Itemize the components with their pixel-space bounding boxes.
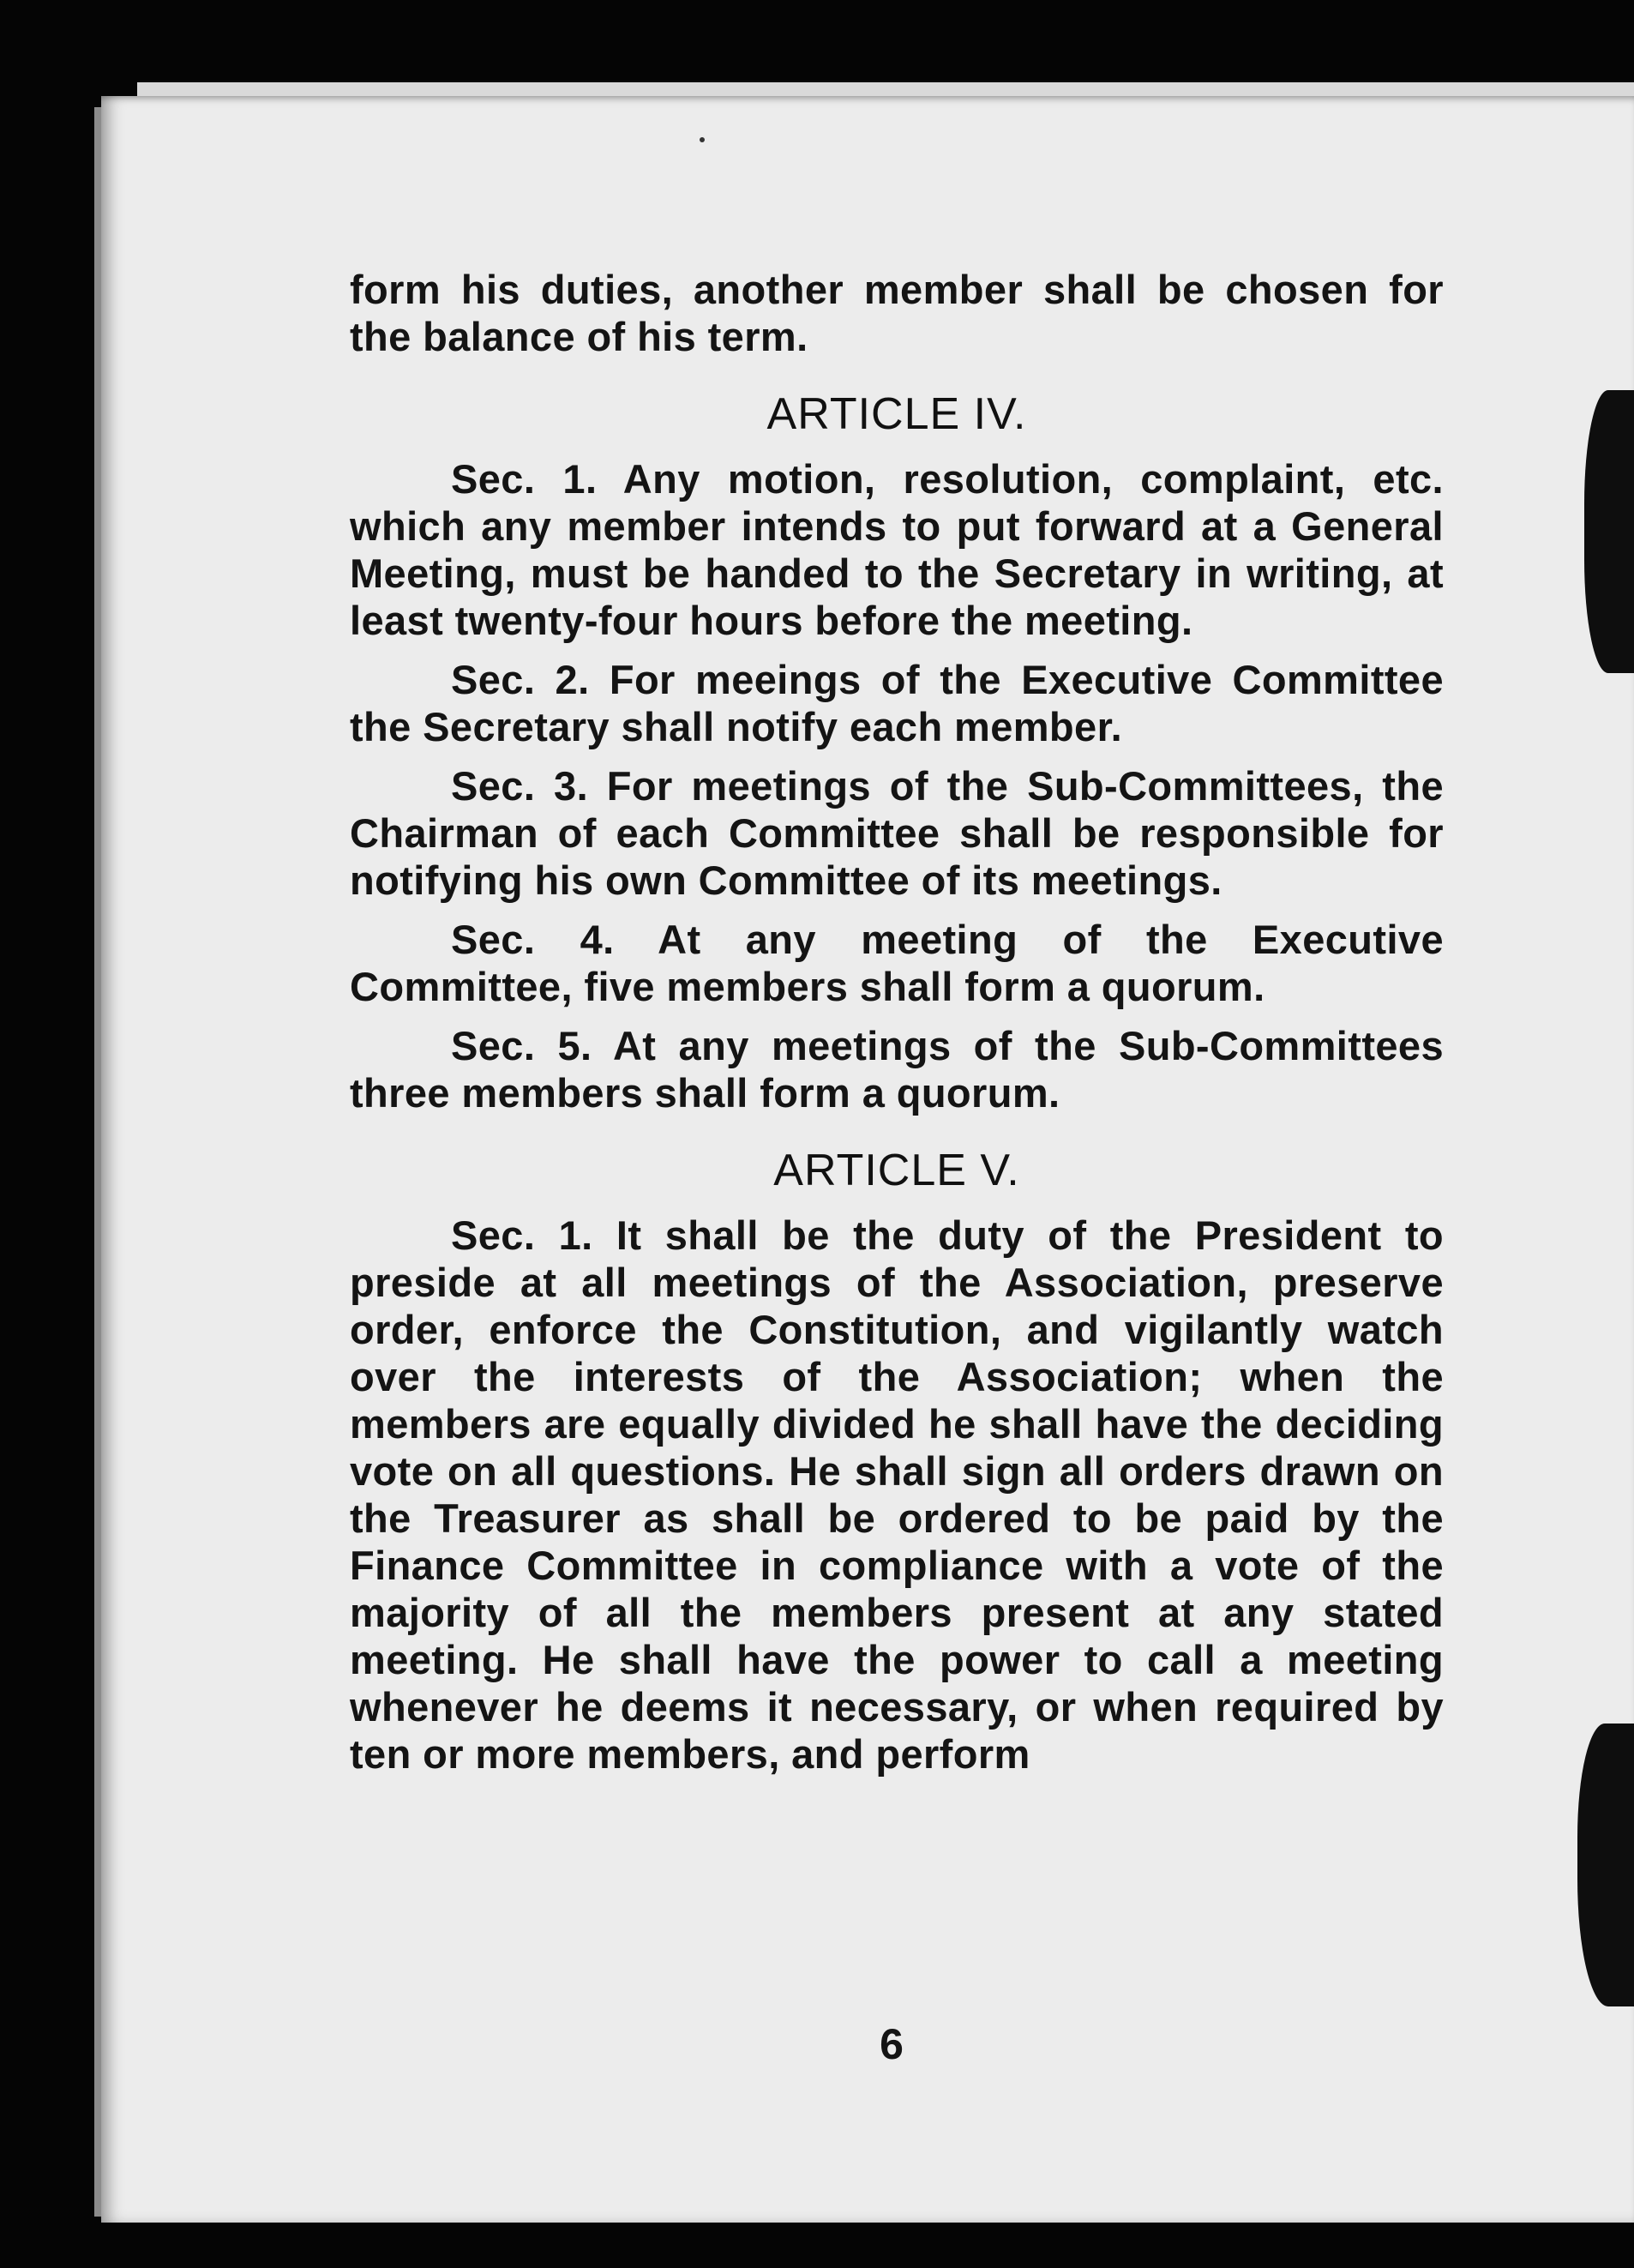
page-speck (700, 137, 705, 142)
paragraph-continuation: form his duties, another member shall be chosen for the balance of his term. (350, 267, 1444, 359)
article-iv-sec-3: Sec. 3. For meetings of the Sub-Committees, the Chairman of each Committee shall be responsible for notifying his own Committee of its meetings. (350, 763, 1444, 903)
article-iv-sec-5: Sec. 5. At any meetings of the Sub-Committees three members shall form a quorum. (350, 1023, 1444, 1116)
heading-article-iv: ARTICLE IV. (766, 389, 1027, 439)
ink-blot-lower (1577, 1724, 1634, 2006)
heading-article-v: ARTICLE V. (773, 1146, 1020, 1195)
article-v-sec-1: Sec. 1. It shall be the duty of the President to preside at all meetings of the Association, preserve order, enforce the Constitution, and vigilantly watch over the interests of the Association; when the members are equally divided he shall have the deciding vote on all questions. He shall sign all orders drawn on the Treasurer as shall be ordered to be paid by the Finance Committee in compliance with a vote of the majority of all the members present at any stated meeting. He shall have the power to call a meeting whenever he deems it necessary, or when required by ten or more members, and perform (350, 1212, 1444, 1777)
document-body (350, 266, 1444, 1790)
article-iv-sec-1: Sec. 1. Any motion, resolution, complaint, etc. which any member intends to put forward at a General Meeting, must be handed to the Secretary in writing, at least twenty-four hours before the meeting. (350, 456, 1444, 643)
ink-blot-upper (1584, 390, 1634, 673)
page-number: 6 (880, 2020, 904, 2068)
article-iv-sec-2: Sec. 2. For meeings of the Executive Committee the Secretary shall notify each member. (350, 657, 1444, 749)
article-iv-sec-4: Sec. 4. At any meeting of the Executive Committee, five members shall form a quorum. (350, 917, 1444, 1009)
